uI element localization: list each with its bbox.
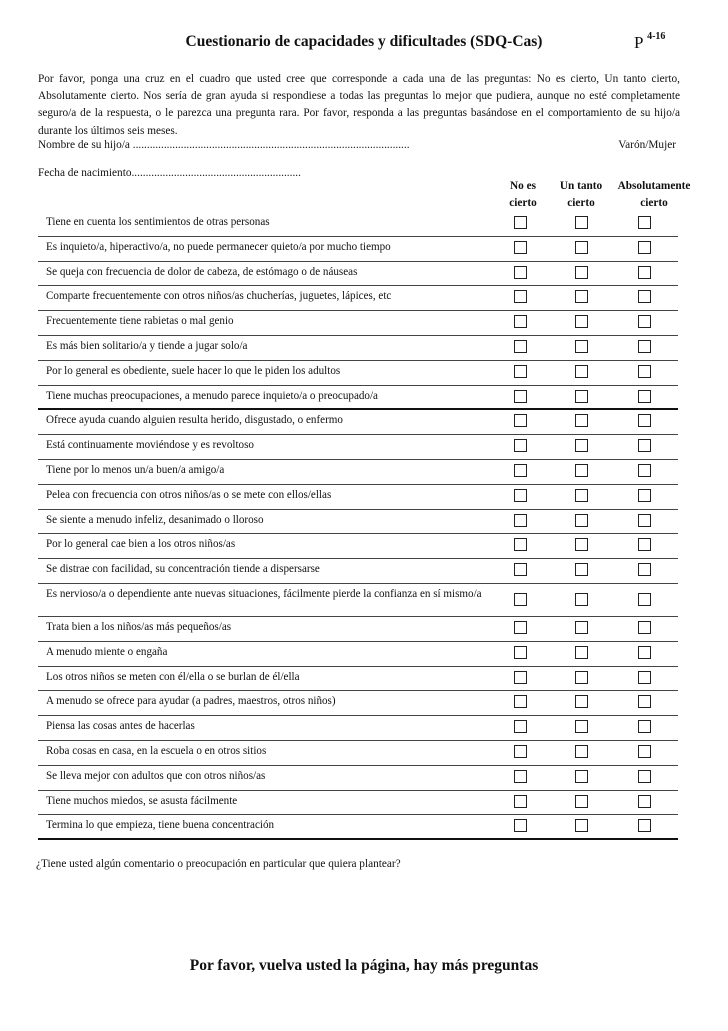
question-row (38, 584, 678, 617)
question-label: Los otros niños se meten con él/ella o se burlan de él/ella (46, 670, 300, 683)
column-header-line: No es (509, 180, 537, 192)
checkbox-certainly-true[interactable] (638, 266, 651, 279)
checkbox-certainly-true[interactable] (638, 770, 651, 783)
question-row (38, 361, 678, 386)
checkbox-somewhat-true[interactable] (575, 795, 588, 808)
form-age-range: 4-16 (647, 31, 666, 43)
question-label: Tiene muchas preocupaciones, a menudo parece inquieto/a o preocupado/a (46, 389, 378, 402)
question-row (38, 311, 678, 336)
question-label: Tiene muchos miedos, se asusta fácilmente (46, 794, 238, 807)
column-header-line: cierto (640, 197, 668, 209)
page-title: Cuestionario de capacidades y dificultades (SDQ-Cas) (185, 33, 543, 50)
checkbox-somewhat-true[interactable] (575, 538, 588, 551)
checkbox-certainly-true[interactable] (638, 538, 651, 551)
checkbox-somewhat-true[interactable] (575, 241, 588, 254)
checkbox-certainly-true[interactable] (638, 671, 651, 684)
checkbox-somewhat-true[interactable] (575, 745, 588, 758)
checkbox-somewhat-true[interactable] (575, 646, 588, 659)
question-row (38, 741, 678, 766)
checkbox-not-true[interactable] (514, 489, 527, 502)
checkbox-certainly-true[interactable] (638, 795, 651, 808)
checkbox-certainly-true[interactable] (638, 340, 651, 353)
question-label: Termina lo que empieza, tiene buena concentración (46, 819, 275, 832)
question-row (38, 460, 678, 485)
child-name-field[interactable]: Nombre de su hijo/a .................................................................................................. (38, 139, 410, 151)
question-row (38, 667, 678, 692)
checkbox-not-true[interactable] (514, 340, 527, 353)
checkbox-certainly-true[interactable] (638, 290, 651, 303)
form-code (634, 33, 665, 53)
question-row (38, 766, 678, 791)
checkbox-not-true[interactable] (514, 621, 527, 634)
question-label: A menudo miente o engaña (46, 645, 168, 658)
checkbox-certainly-true[interactable] (638, 216, 651, 229)
checkbox-not-true[interactable] (514, 439, 527, 452)
question-label: Comparte frecuentemente con otros niños/as chucherías, juguetes, lápices, etc (46, 290, 392, 303)
checkbox-not-true[interactable] (514, 646, 527, 659)
checkbox-not-true[interactable] (514, 514, 527, 527)
column-header-line: cierto (567, 197, 595, 209)
question-row (38, 642, 678, 667)
checkbox-somewhat-true[interactable] (575, 266, 588, 279)
checkbox-somewhat-true[interactable] (575, 514, 588, 527)
checkbox-somewhat-true[interactable] (575, 290, 588, 303)
question-row (38, 485, 678, 510)
column-header-not-true (498, 178, 548, 212)
checkbox-not-true[interactable] (514, 695, 527, 708)
question-label: Frecuentemente tiene rabietas o mal genio (46, 315, 234, 328)
column-header-line: cierto (509, 197, 537, 209)
question-label: Por lo general cae bien a los otros niños/as (46, 538, 236, 551)
questionnaire-items (38, 212, 678, 840)
checkbox-certainly-true[interactable] (638, 414, 651, 427)
question-row (38, 510, 678, 535)
checkbox-not-true[interactable] (514, 819, 527, 832)
question-row (38, 336, 678, 361)
checkbox-not-true[interactable] (514, 266, 527, 279)
question-row (38, 286, 678, 311)
question-row (38, 691, 678, 716)
checkbox-certainly-true[interactable] (638, 365, 651, 378)
checkbox-not-true[interactable] (514, 290, 527, 303)
checkbox-certainly-true[interactable] (638, 315, 651, 328)
checkbox-certainly-true[interactable] (638, 646, 651, 659)
checkbox-certainly-true[interactable] (638, 695, 651, 708)
checkbox-not-true[interactable] (514, 414, 527, 427)
form-letter: P (634, 33, 643, 52)
checkbox-not-true[interactable] (514, 745, 527, 758)
sex-field[interactable]: Varón/Mujer (618, 139, 676, 151)
question-label: Tiene en cuenta los sentimientos de otras personas (46, 216, 270, 228)
date-of-birth-field[interactable]: Fecha de nacimiento............................................................ (38, 167, 301, 179)
question-row (38, 791, 678, 816)
question-label: Se lleva mejor con adultos que con otros niños/as (46, 769, 266, 782)
column-header-line: Absolutamente (617, 180, 691, 192)
question-label: Ofrece ayuda cuando alguien resulta herido, disgustado, o enfermo (46, 414, 343, 427)
checkbox-somewhat-true[interactable] (575, 414, 588, 427)
question-label: Se distrae con facilidad, su concentración tiende a dispersarse (46, 563, 320, 576)
question-row (38, 716, 678, 741)
question-label: Se siente a menudo infeliz, desanimado o lloroso (46, 513, 264, 526)
question-label: Está continuamente moviéndose y es revoltoso (46, 439, 254, 452)
checkbox-certainly-true[interactable] (638, 720, 651, 733)
question-row (38, 262, 678, 287)
question-label: Es más bien solitario/a y tiende a jugar solo/a (46, 339, 248, 352)
question-label: A menudo se ofrece para ayudar (a padres, maestros, otros niños) (46, 695, 336, 708)
checkbox-not-true[interactable] (514, 671, 527, 684)
column-header-certainly-true (612, 178, 696, 212)
checkbox-certainly-true[interactable] (638, 745, 651, 758)
checkbox-somewhat-true[interactable] (575, 671, 588, 684)
question-label: Roba cosas en casa, en la escuela o en otros sitios (46, 744, 267, 757)
checkbox-not-true[interactable] (514, 390, 527, 403)
question-label: Se queja con frecuencia de dolor de cabeza, de estómago o de náuseas (46, 265, 358, 278)
checkbox-somewhat-true[interactable] (575, 340, 588, 353)
checkbox-somewhat-true[interactable] (575, 593, 588, 606)
question-row (38, 435, 678, 460)
question-row (38, 237, 678, 262)
checkbox-not-true[interactable] (514, 593, 527, 606)
checkbox-not-true[interactable] (514, 770, 527, 783)
checkbox-somewhat-true[interactable] (575, 563, 588, 576)
checkbox-somewhat-true[interactable] (575, 439, 588, 452)
checkbox-somewhat-true[interactable] (575, 489, 588, 502)
checkbox-certainly-true[interactable] (638, 464, 651, 477)
checkbox-certainly-true[interactable] (638, 390, 651, 403)
checkbox-certainly-true[interactable] (638, 514, 651, 527)
checkbox-not-true[interactable] (514, 365, 527, 378)
checkbox-not-true[interactable] (514, 315, 527, 328)
checkbox-not-true[interactable] (514, 241, 527, 254)
checkbox-somewhat-true[interactable] (575, 216, 588, 229)
question-row (38, 617, 678, 642)
question-label: Trata bien a los niños/as más pequeños/as (46, 620, 232, 633)
row-divider (38, 838, 678, 840)
checkbox-somewhat-true[interactable] (575, 695, 588, 708)
checkbox-somewhat-true[interactable] (575, 621, 588, 634)
instructions-text: Por favor, ponga una cruz en el cuadro que usted cree que corresponde a cada una de las preguntas: No es cierto, Un tanto cierto, Absolutamente cierto. Nos sería de gran ayuda si respondiese a todas las preguntas lo mejor que pudiera, aunque no esté completamente seguro/a de la respuesta, o le parezca una pregunta rara. Por favor, responda a las preguntas basándose en el comportamiento de su hijo/a durante los últimos seis meses. (38, 73, 680, 137)
checkbox-somewhat-true[interactable] (575, 464, 588, 477)
checkbox-certainly-true[interactable] (638, 563, 651, 576)
checkbox-somewhat-true[interactable] (575, 770, 588, 783)
checkbox-not-true[interactable] (514, 563, 527, 576)
checkbox-certainly-true[interactable] (638, 241, 651, 254)
question-row (38, 386, 678, 411)
comment-prompt: ¿Tiene usted algún comentario o preocupación en particular que quiera plantear? (36, 858, 401, 870)
checkbox-not-true[interactable] (514, 464, 527, 477)
checkbox-not-true[interactable] (514, 216, 527, 229)
checkbox-somewhat-true[interactable] (575, 819, 588, 832)
question-row (38, 559, 678, 584)
column-header-line: Un tanto (559, 180, 603, 192)
question-label: Pelea con frecuencia con otros niños/as o se mete con ellos/ellas (46, 488, 332, 501)
question-row (38, 410, 678, 435)
question-label: Piensa las cosas antes de hacerlas (46, 720, 195, 733)
column-header-somewhat-true (553, 178, 609, 212)
question-label: Tiene por lo menos un/a buen/a amigo/a (46, 463, 225, 476)
question-row (38, 212, 678, 237)
checkbox-not-true[interactable] (514, 720, 527, 733)
checkbox-somewhat-true[interactable] (575, 315, 588, 328)
checkbox-somewhat-true[interactable] (575, 365, 588, 378)
question-label: Es nervioso/a o dependiente ante nuevas situaciones, fácilmente pierde la confianza en sí mismo/a (46, 587, 482, 600)
question-row (38, 534, 678, 559)
checkbox-certainly-true[interactable] (638, 593, 651, 606)
question-label: Es inquieto/a, hiperactivo/a, no puede permanecer quieto/a por mucho tiempo (46, 240, 391, 253)
checkbox-not-true[interactable] (514, 795, 527, 808)
checkbox-certainly-true[interactable] (638, 621, 651, 634)
checkbox-somewhat-true[interactable] (575, 720, 588, 733)
checkbox-not-true[interactable] (514, 538, 527, 551)
question-label: Por lo general es obediente, suele hacer lo que le piden los adultos (46, 364, 341, 377)
checkbox-certainly-true[interactable] (638, 819, 651, 832)
footer-note: Por favor, vuelva usted la página, hay más preguntas (189, 957, 539, 974)
question-row (38, 815, 678, 840)
checkbox-certainly-true[interactable] (638, 439, 651, 452)
checkbox-somewhat-true[interactable] (575, 390, 588, 403)
checkbox-certainly-true[interactable] (638, 489, 651, 502)
